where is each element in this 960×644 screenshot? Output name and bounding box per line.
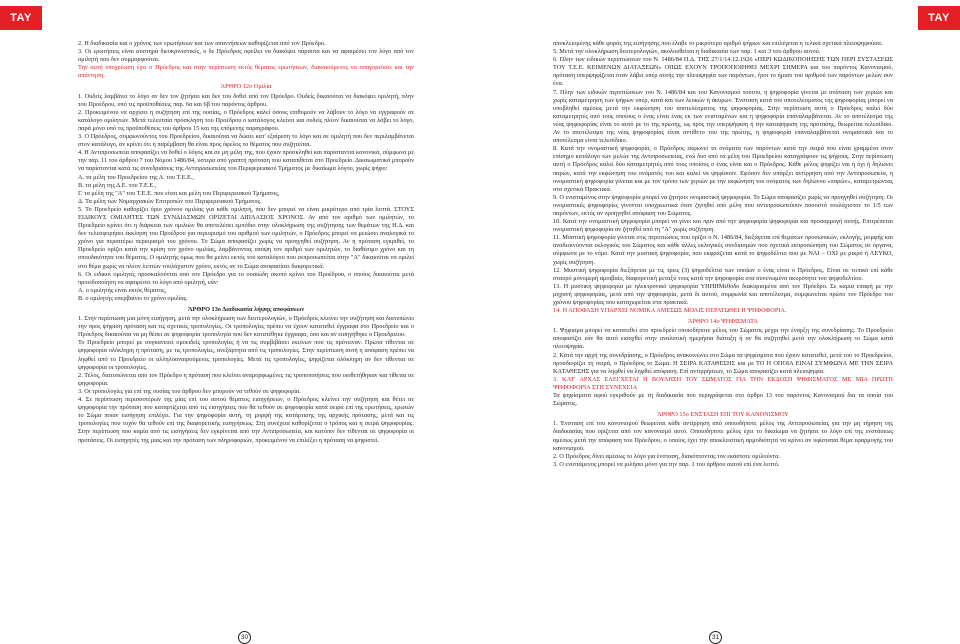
left-page-paragraph: Γ. τα μέλη της "Α" του Τ.Ε.Ε. που είναι και μέλη του Περιφερειακού Τμήματος, xyxy=(78,189,280,197)
left-page-paragraph: Το Προεδρείο μπορεί με συγκανευεί ομοειδείς τροπολογίες ή να τις συμβιβάσει εκείνων που τις πρότειναν. Πρώτα τίθενται σε ψηφοφορία ολόκληρη η πρόταση, με τις τροπολογίες, ανεξάρτητα από τις τροπολογίες. Στην περίπτωση αυτή η απόφαση πρέπει να ληφθεί από το Προεδρείο οι αλληλοαναιρούμενες τροπολογίες. Μετά τις τροπολογίες, ψηφίζεται ολόκληρη αν δεν τίθενται σε ψηφοφορία οι τροπολογίες. xyxy=(78,339,414,371)
right-page-paragraph: 10. Κατά την ονομαστική ψηφοφορία μπορεί να γίνει και πριν από την ψηφοφορία ψηφοφορία και προσαρμογή αυτής. Επιτρέπεται ονομαστική ψηφοφορία αν ζητηθεί από τη "Α" χωρίς συζήτηση. xyxy=(553,218,893,234)
right-page-paragraph: 7. Πλην των ειδικών περιπτώσεων του Ν. 1486/84 και του Κανονισμού τούτου, η ψηφοφορία γίνεται με ανάταση των χεριών και χωρίς καταμέτρηση των ψήφων υπέρ, κατά και των λευκών ή άκυρων. Ένσταση κατά του αποτελέσματος της ψηφοφορίας μπορεί να υποβληθεί αμέσως μετά την εκφώνηση του αποτελέσματος της ψηφοφορίας. Στην περίπτωση αυτή ο Πρόεδρος καλεί δύο καταμετρητές από τους οποίους ο ένας είναι ένας εκ των ενισταμένων και η ψηφοφορία επαναλαμβάνεται. Αν το αποτέλεσμα της νέας ψηφοφορίας είναι το αυτό με το της πρώτης, ως προς την υπερψήφιση ή την καταψήφιση της πρότασης, θεωρείται τελεσίδικο. Αν το αποτέλεσμα της νέας ψηφοφορίας είναι αντίθετο του της πρώτης, η ψηφοφορία επαναλαμβάνεται ονομαστικά και το αποτέλεσμα είναι τελεσίδικο. xyxy=(553,88,893,145)
left-page-paragraph: 1. Ουδείς λαμβάνει το λόγο αν δεν τον ζητήσει και δεν του δοθεί από τον Πρόεδρο. Ουδείς δικαιούται να διακόψει ομιλητή, πλην του Προέδρου, υπό τις προϋποθέσεις παρ. 6α και 6β του παρόντος άρθρου. xyxy=(78,92,414,108)
right-page-paragraph: 13. Η μυστική ψηφοφορία με ηλεκτρονικό ψηφοφορία ΥΗΗΗΜέθοδο διακυρισμένα από τον Πρόεδρο. Σε καμία επαφή με την μηχανή ψηφοφορίας, μετά από την ψηφοφορία, μετά δι αυτού, συμφωνία και αποτέλεσμα, συμφωνείται πρώτο τον Πρόεδρο του χρόνου ψηφοφορίας που καταχωρείται στα πρακτικά. xyxy=(553,282,893,306)
left-page-paragraph: Β. ο ομιλητής υπερβαίνει το χρόνο ομιλίας. xyxy=(78,294,188,302)
right-page-paragraph: 8. Κατά την ονομαστική ψηφοφορία, ο Πρόεδρος εκφωνεί τα ονόματα των παρόντων κατά την σειρά που είναι γραμμένα στον επίσημο κατάλογο των μελών της Αντιπροσωπείας, ενώ δυο από τα μέλη του Προεδρείου καταγράφουν τις ψήφους. Στην περίπτωση αυτή ο Πρόεδρος καλεί δύο καταμετρητές από τους οποίους ο ένας είναι και ο Πρόεδρος. Κάθε μέλος ψηφίζει ναι ή όχι ή δηλώνει παρών, κατά την εκφώνηση του ονόματός του και καλεί να ψηφίσουν. Εφόσον δεν υπάρξει αντίρρηση από την Αντιπροσωπεία, η ονομαστική ψηφοφορία γίνεται και με τον τρόπο των χεριών με την εκφώνηση του ονόματος των δηλώνου «παρών», καταμετρώντας στα σχετικά Πρακτικά. xyxy=(553,145,893,193)
right-page-paragraph: 1. Ψήφισμα μπορεί να κατατεθεί στο προεδρείο οποιοδήποτε μέλος του Σώματος μέχρι την έναρξη της συνεδρίασης. Το Προεδρείο αποφασίζει εάν θα αυτό εισαχθεί στην αναλυτική ημερήσια διάταξη ή αν θα συζητηθεί μετά την ολοκλήρωση το Σώμα κατά πλειοψηφία. xyxy=(553,327,893,351)
left-page-paragraph: 5. Το Προεδρείο καθορίζει όριο χρόνου ομιλίας για κάθε ομιλητή, που δεν μπορεί να είναι μικρότερο από τρία λεπτά. ΣΤΟΥΣ ΕΙΔΙΚΟΥΣ ΟΜΙΛΗΤΕΣ ΤΩΝ ΣΥΝΔΙΑΣΜΩΝ ΟΡΙΖΕΤΑΙ ΔΙΠΛΑΣΙΟΣ ΧΡΟΝΟΣ. Αν από τον αριθμό των ομιλητών, το Προεδρείο κρίνει ότι η διάρκεια των ομιλιών θα αποτελέσει εμπόδιο στην ολοκλήρωση της συζήτησης των θεμάτων της Η.Δ. και δεν τελεσφορήσει έκκληση του Προέδρου για περιορισμό του αριθμού των ομιλητών, ο Πρόεδρος μπορεί να μειώσει αναλογικά το χρόνο για περαιτέρω περιορισμό του χρόνου. Το Σώμα αποφασίζει χωρίς να προηγηθεί συζήτηση. Αν η πρόταση εγκριθεί, το Προεδρείο ορίζει κατά την κρίση τον χρόνο ομιλίας, λαμβάνοντας υπόψη τον αριθμό των ομιλητών, το διαθέσιμο χρόνο και τη σπουδαιότητα του θέματος. Ο ομιλητής όμως που θα μείνει εκτός του καταλόγου που εκπροσωπείται στην "Α" δικαιούται να ομιλεί στο θέμα χωρίς να πλέον λεπτών τουλάχιστον χρόνο, εκτός αν το Σώμα αποφασίσει διαφορετικά. xyxy=(78,205,414,270)
left-page-paragraph: 1. Στην περίπτωση μια μόνη εισήγηση, μετά την ολοκλήρωση των δευτερολογιών, ο Πρόεδρος κλείνει την συζήτηση και διατυπώνει την προς ψήφιση πρόταση και τις σχετικές τροπολογίες. Οι τροπολογίες πρέπει να έχουν κατατεθεί έγγραφα στο Προεδρείο και ο Πρόεδρος δικαιούται να μη θέσει σε ψηφοφορία τροπολογία που δεν κατατέθηκε έγγραφα, όσο και αν εισηγήθηκε ο Προεδρείου. xyxy=(78,315,414,339)
right-page-paragraph: 9. Ο ενισταμένος στην ψηφοφορία μπορεί να ζητήσει ονομαστική ψηφοφορία. Το Σώμα αποφασίζει χωρίς να προηγηθεί συζήτηση. Οι ονομαστικές ψηφοφορίες γίνονται υποχρεωτικά όταν ζητηθεί από μέλη που αντιπροσωπεύουν ποσοστό τουλάχιστον το 1/5 των παρόντων, εκτός αν προηγηθεί απόφαση του Σώματος. xyxy=(553,193,893,217)
left-page-paragraph: 4. Σε περίπτωση περισσοτέρων της μίας επί του αυτού θέματος εισηγήσεων, ο Πρόεδρος κλείνει την συζήτηση και θέτει σε ψηφοφορία την πρόταση που καταρτίζεται από τις εισηγήσεις που θα τεθούν σε ψηφοφορία κατά σειρά επί της ερωτήσεις, ερωτών το Σώμα ποιαν εισήγηση επιλέγει. Για την ψηφοφορία αυτή, τη μορφή της κατάρτισης της αρχικής πρότασης, μετά και τις τροπολογίες που τυχόν θα τεθούν επί της διαφορετικής εισηγήσεως. Στη συνέχεια καθορίζεται ο τρόπος και η σειρά ψηφοφορίας. Στην περίπτωση που καμία από τις εισηγήσεις δεν εγκρίνεται από την Αντιπροσωπεία, και κατόπιν δεν τίθενται σε ψηφοφορία οι προτάσεις. Οι εισηγητές της μιας και την πρόταση των πληροφοριών, προκειμένου να επιλέξει η πρόταση να ψηφιστεί. xyxy=(78,396,414,444)
right-page-paragraph: 14. Η ΑΠΟΦΑΣΗ ΥΠΑΡΧΕΙ ΝΟΜΙΚΑ ΑΜΕΣΩΣ ΜΟΛΙΣ ΠΕΡΑΤΩΘΕΙ Η ΨΗΦΟΦΟΡΙΑ. xyxy=(553,307,787,315)
right-page-paragraph: 6. Πλην των ειδικών περιπτώσεων του Ν. 1486/84 Π.Δ. ΤΗΣ 27/1/14.12.1926 «ΠΕΡΙ ΚΩΔΙΚΟΠΟΙΗΣΗΣ ΤΩΝ ΠΕΡΙ ΣΥΣΤΑΣΕΩΣ ΤΟΥ Τ.Ε.Ε. ΚΕΙΜΕΝΩΝ ΔΙΑΤΑΞΕΩΝ» ΟΠΩΣ ΕΧΟΥΝ ΤΡΟΠΟΠΟΙΗΘΕΙ ΜΕΧΡΙ ΣΗΜΕΡΑ και του παρόντος Κανονισμού, πρόταση υπερψηφίζεται όταν λάβει υπέρ αυτής την πλειοψηφία των παρόντων, ήτοι το ήμισυ του αριθμού των παρόντων μελών συν ένα. xyxy=(553,56,893,88)
left-page-paragraph: 3. Οι ερωτήσεις είναι αυστηρά διευκρινιστικές, ο δε Πρόεδρος οφείλει να διακόψει πάραυτα και να αφαιρέσει τον λόγο από τον ομιλητή που δεν συμμορφούται. xyxy=(78,48,414,64)
right-page-paragraph: 12. Μυστική ψηφοφορία διεξάγεται με τις τρεις (3) ψηφοδέλτια των οποίων ο ένας είναι ο Πρόεδρος. Είναι σε τοπικό επί κάθε σταυρό μονομερή αμοιβαίο, διαφορετική μεταξύ τους κατά την ψηφοφορία στα συνενωμένα ακυρότητα του ψηφοδελτίου. xyxy=(553,266,893,282)
page-number-left: 30 xyxy=(238,631,251,644)
left-page-heading: ΆΡΘΡΟ 12ο Ομιλία xyxy=(220,83,272,91)
header-tab-left: ΤΑΥ xyxy=(0,6,42,30)
left-page-paragraph: Δ. Τα μέλη των Νομαρχιακών Επιτροπών του Περιφερειακού Τμήματος. xyxy=(78,197,262,205)
left-page-paragraph: 6. Οι ειδικοί ομιλητές προσκαλούνται από τον Πρόεδρο για το ουσιώδη σκοπό κρίνει του Προέδρου, ο οποίος δικαιούται μετά προειδοποίηση να αφαιρέσει το λόγο από ομιλητή, εάν: xyxy=(78,270,414,286)
right-page-paragraph: 2. Ο Πρόεδρος δίνει αμέσως το λόγο για ένσταση, διακόπτοντας τον εκάστοτε ομιλούντα. xyxy=(553,452,780,460)
left-page-paragraph: 4. Η Αντιπροσωπεία αποφασίζει να δοθεί ο λόγος και σε μη μέλη της, που έχουν προσκληθεί και παρίστανται κανονικά, σύμφωνα με την παρ. 11 του άρθρου 7 του Νόμου 1486/84, ύστερα από γραπτή πρόταση που καταπίθεται στο Προεδρείο. Δικαιωματικά μπορούν να παρίστανται κατά τις συνεδριάσεις της Αντιπροσωπείας του Περιφερειακού Τμήματος με δικαίωμα λόγου, χωρίς ψήφο: xyxy=(78,149,414,173)
header-tab-right: ΤΑΥ xyxy=(918,6,960,30)
left-page-heading: ΆΡΘΡΟ 13ο Διαδικασία λήψης αποφάσεων xyxy=(187,306,305,313)
left-page-paragraph: 2. Η διαδικασία και ο χρόνος των ερωτήσεων και των απαντήσεων καθορίζεται από τον Πρόεδρο. xyxy=(78,40,326,47)
left-page-paragraph: Α. τα μέλη του Προεδρείου της Α. του Τ.Ε.Ε., xyxy=(78,173,194,181)
right-page-column xyxy=(553,40,893,469)
left-page-paragraph: 3. Ο Πρόεδρος, συμφωνούντος του Προεδρείου, δικαιούται να δώσει κατ' εξαίρεση το λόγο και σε ομιλητή που δεν περιλαμβάνεται στον κατάλογο, αν κρίνει ότι η παρέμβαση θα είναι προς όφελος το θέματος που συζητείται. xyxy=(78,133,414,149)
right-page-paragraph: 2. Κατά την αρχή της συνεδρίασης, ο Πρόεδρος ανακοινώνει στο Σώμα τα ψηφίσματα που έχουν κατατεθεί, μετά του το Προεδρείου, προσδιορίζει τη σειρά, ο Πρόεδρος το Σώμα. Η ΣΕΙΡΑ ΚΑΤΑΘΕΣΗΣ και με ΤΟ Η ΟΠΟΙΑ ΕΙΝΑΙ ΣΥΜΦΩΝΑ ΜΕ ΤΗΝ ΣΕΙΡΑ ΚΑΤΑΘΕΣΗΣ για να ληφθεί να ληφθεί απόφαση. Επί αντιρρήσεων, το Σώμα αποφασίζει κατά πλειοψηφία. xyxy=(553,351,893,375)
right-page-paragraph: 3. Ο ενιστάμενος μπορεί να μιλήσει μόνο για την παρ. 1 του άρθρου αυτού επί ένα λεπτό. xyxy=(553,460,780,468)
right-page-paragraph: αποκλειομένης κάθε φοράς της εισήγησης που έλαβε το μικρότερο αριθμό ψήφων και επιλέγεται η τελικά σχετικά πλειοψηφούσα. xyxy=(553,40,883,47)
right-page-paragraph: 11. Μυστική ψηφοφορία γίνεται στις περιπτώσεις που ορίζει ο Ν. 1486/84, διεξάγεται επί θεμάτων προσωπικών, εκλογής, μομφής και αναδεικνύονται εκλογικός του Σώματος και κάθε άλλες εκλογικές συνδιασμών που σχετικά εκπροσώπηση του Σώματος σε όργανα, σύμφωνα με το νόμο. Κατά την μυστική ψηφοφορία, που εκφράζεται κατά το ψηφοδέλτιο που με ΝΑΙ – ΟΧΙ με μικρό ή ΛΕΥΚΟ, χωρίς συζήτηση. xyxy=(553,234,893,266)
left-page-paragraph: Β. τα μέλη της Δ.Ε. του Τ.Ε.Ε., xyxy=(78,181,157,189)
left-page-paragraph: 2. Τέλος, διατυπώνεται από τον Πρόεδρο η πρόταση που κλείνει αναμορφωμένες τις τροποποιήσεις που υιοθετήθηκαν και τίθεται σε ψηφοφορία. xyxy=(78,371,414,387)
right-page-paragraph: Τα ψηφίσματα αφού εγκριθούν με τη διαδικασία που περιγράφεται στο άρθρο 13 του παρόντος Κανονισμού δια τα οποία του Σώματος. xyxy=(553,392,893,408)
right-page-paragraph: 5. Μετά την ολοκλήρωση δευτερολογιών, ακολουθείται η διαδικασία των παρ. 1 και 3 του άρθρου αυτού. xyxy=(553,48,821,56)
left-page-paragraph: 2. Προκειμένου να αρχίσει η συζήτηση επί της ουσίας, ο Πρόεδρος καλεί όσους επιθυμούν να λάβουν το λόγο να εγγραφούν σε κατάλογο ομιλητών. Μετά τελευταία πρόσκληση του Προέδρου ο κατάλογος κλείνει και ουδείς πλέον δικαιούται να λάβει το λόγο, παρά μόνο υπό τις προϋποθέσεις του άρθρου 15 και της επόμενης παραγράφου. xyxy=(78,108,414,132)
right-page-paragraph: 3. ΚΑΤ' ΑΡΧΑΣ ΕΛΕΓΧΕΤΑΙ Η ΒΟΥΛΗΣΗ ΤΟΥ ΣΩΜΑΤΟΣ ΓΙΑ ΤΗΝ ΕΚΔΟΣΗ ΨΗΦΙΣΜΑΤΟΣ ΜΕ ΜΙΑ ΠΡΩΤΗ ΨΗΦΟΦΟΡΙΑ ΣΤΗ ΣΥΝΕΧΕΙΑ xyxy=(553,375,893,391)
left-page-paragraph: 3. Οι τροπολογίες για επί της ουσίας του άρθρου δεν μπορούν να τεθούν σε ψηφοφορία. xyxy=(78,387,301,395)
left-page-paragraph: Α. ο ομιλητής είναι εκτός θέματος, xyxy=(78,286,167,294)
left-page-paragraph: Την αυτή υποχρέωση έχει ο Πρόεδρος και στην περίπτωση εκτός θέματος ερωτήσεων, διακαιούμενος να απαγορεύσει και την απάντηση. xyxy=(78,64,414,80)
right-page-heading: ΆΡΘΡΟ 14ο ΨΗΦΙΣΜΑΤΑ xyxy=(687,318,759,326)
page-number-right: 31 xyxy=(709,631,722,644)
right-page-paragraph: 1. Ένσταση επί του κανονισμού θεωρείται κάθε αντίρρηση από οποιοδήποτε μέλος της Αντιπροσωπείας για την μη τήρηση της διαδικασίας που ορίζεται από τον κανονισμό αυτό. Οποιοδήποτε μέλος έχει το δικαίωμα να ζητήσει το λόγο επί της ενστάσεως αμέσως μετά την απόφαση του Πρόεδρου, ο οποίος έχει την αποκλειστική αρμοδιότητα να κρίνει αν υφίσταται θέμα εφαρμογής του κανονισμού. xyxy=(553,420,893,452)
right-page-heading: ΆΡΘΡΟ 15ο ΕΝΣΤΑΣΗ ΕΠΙ ΤΟΥ ΚΑΝΟΝΙΣΜΟΥ xyxy=(657,411,789,419)
left-page-column xyxy=(78,40,414,445)
